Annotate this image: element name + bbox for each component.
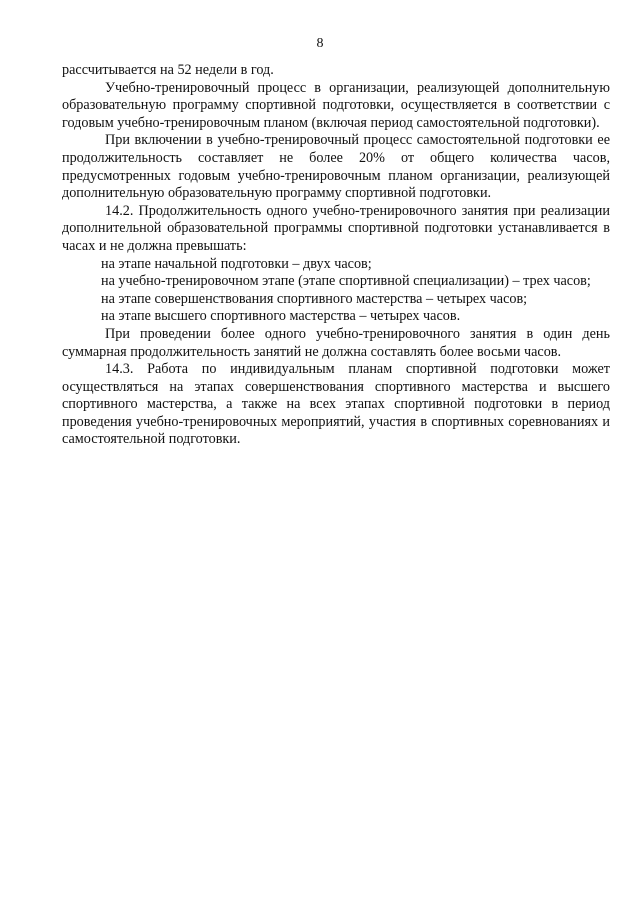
- list-item-training-stage: на учебно-тренировочном этапе (этапе спортивной специализации) – трех часов;: [101, 273, 591, 290]
- paragraph-14-3: 14.3. Работа по индивидуальным планам спортивной подготовки может осуществляться на этапах совершенствования спортивного мастерства и высшего спортивного мастерства, а также на всех этапах спортивной подготовки в период проведения учебно-тренировочных мероприятий, участия в спортивных соревнованиях и самостоятельной подготовки.: [62, 361, 610, 448]
- paragraph-14-2: 14.2. Продолжительность одного учебно-тренировочного занятия при реализации дополнительной образовательной программы спортивной подготовки устанавливается в часах и не должна превышать:: [62, 202, 610, 254]
- paragraph-training-process: Учебно-тренировочный процесс в организации, реализующей дополнительную образовательную программу спортивной подготовки, осуществляется в соответствии с годовым учебно-тренировочным планом (включая период самостоятельной подготовки).: [62, 79, 610, 131]
- list-item-improvement-stage: на этапе совершенствования спортивного мастерства – четырех часов;: [101, 290, 528, 307]
- paragraph-multiple-sessions: При проведении более одного учебно-тренировочного занятия в один день суммарная продолжительность занятий не должна составлять более восьми часов.: [62, 325, 610, 360]
- paragraph-continuation: рассчитывается на 52 недели в год.: [62, 62, 274, 78]
- list-item-initial-stage: на этапе начальной подготовки – двух часов;: [101, 255, 372, 272]
- document-body: [62, 62, 610, 449]
- list-item-higher-mastery-stage: на этапе высшего спортивного мастерства – четырех часов.: [101, 308, 461, 325]
- paragraph-self-preparation: При включении в учебно-тренировочный процесс самостоятельной подготовки ее продолжительность составляет не более 20% от общего количества часов, предусмотренных годовым учебно-тренировочным планом организации, реализующей дополнительную образовательную программу спортивной подготовки.: [62, 132, 610, 202]
- page-number: 8: [316, 36, 324, 51]
